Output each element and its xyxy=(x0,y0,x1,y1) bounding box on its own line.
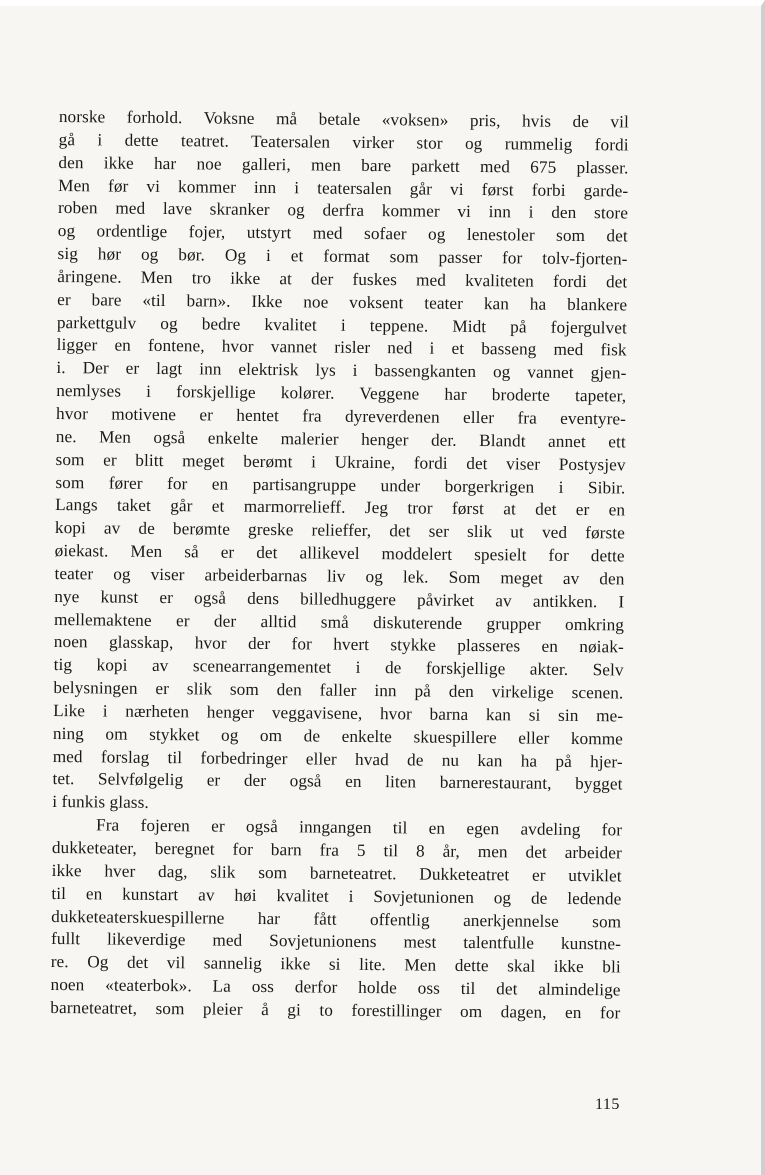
text-line: barneteatret, som pleier å gi to forestillinger om dagen, en for xyxy=(50,997,621,1023)
text-line: i. Der er lagt inn elektrisk lys i bassengkanten og vannet gjen- xyxy=(56,358,627,383)
paragraph-end-line: i funkis glass. xyxy=(52,792,149,813)
text-line: roben med lave skranker og derfra kommer vi inn i den store xyxy=(57,198,629,223)
text-line: kopi av de berømte greske relieffer, det ser slik ut ved første xyxy=(54,518,626,543)
text-line: ligger en fontene, hvor vannet risler ned i et basseng med fisk xyxy=(56,335,627,360)
body-text xyxy=(50,106,629,1025)
text-line: den ikke har noe galleri, men bare parkett med 675 plasser. xyxy=(58,152,629,178)
text-line: re. Og det vil sannelig ikke si lite. Men dette skal ikke bli xyxy=(50,952,621,977)
text-line: med forslag til forbedringer eller hvad de nu kan ha på hjer- xyxy=(52,746,623,772)
text-line: til en kunstart av høi kvalitet i Sovjetunionen og de ledende xyxy=(51,883,622,909)
text-line: Like i nærheten henger veggavisene, hvor barna kan si sin me- xyxy=(53,700,624,726)
text-line: dukketeaterskuespillerne har fått offentlig anerkjennelse som xyxy=(51,906,622,931)
text-line: noen «teaterbok». La oss derfor holde oss til det almindelige xyxy=(50,975,621,1000)
text-line: nemlyses i forskjellige kolører. Veggene har broderte tapeter, xyxy=(56,381,627,406)
text-line: Langs taket går et marmorrelieff. Jeg tror først at det er en xyxy=(55,495,626,520)
text-line: og ordentlige fojer, utstyrt med sofaer og lenestoler som det xyxy=(57,221,628,246)
text-line: øiekast. Men så er det allikevel moddelert spesielt for dette xyxy=(54,541,625,566)
text-line: belysningen er slik som den faller inn på den virkelige scenen. xyxy=(53,678,624,703)
text-line: som er blitt meget berømt i Ukraine, fordi det viser Postysjev xyxy=(55,449,626,475)
text-line: som fører for en partisangruppe under borgerkrigen i Sibir. xyxy=(55,472,626,497)
text-line: norske forhold. Voksne må betale «voksen» pris, hvis de vil xyxy=(58,106,629,132)
text-line: sig hør og bør. Og i et format som passer for tolv-fjorten- xyxy=(57,244,628,269)
text-line: mellemaktene er der alltid små diskuterende grupper omkring xyxy=(53,609,625,635)
text-line: hvor motivene er hentet fra dyreverdenen eller fra eventyre- xyxy=(55,403,627,429)
text-line: gå i dette teatret. Teatersalen virker stor og rummelig fordi xyxy=(58,129,629,155)
text-line: tet. Selvfølgelig er der også en liten barnerestaurant, bygget xyxy=(52,769,623,794)
text-line: ikke hver dag, slik som barneteatret. Dukketeatret er utviklet xyxy=(51,860,622,886)
page-number: 115 xyxy=(595,1096,620,1113)
text-line: dukketeater, beregnet for barn fra 5 til 8 år, men det arbeider xyxy=(51,837,622,863)
text-line: tig kopi av scenearrangementet i de forskjellige akter. Selv xyxy=(53,655,624,680)
text-line: åringene. Men tro ikke at der fuskes med kvaliteten fordi det xyxy=(57,266,628,292)
text-line: ne. Men også enkelte malerier henger der. Blandt annet ett xyxy=(55,426,626,452)
text-line: teater og viser arbeiderbarnas liv og lek. Som meget av den xyxy=(54,563,625,589)
text-line: noen glasskap, hvor der for hvert stykke plasseres en nøiak- xyxy=(53,632,624,657)
text-line: er bare «til barn». Ikke noe voksent teater kan ha blankere xyxy=(57,289,628,315)
paragraph-start-line: Fra fojeren er også inngangen til en egen avdeling for xyxy=(96,815,623,840)
text-line: parkettgulv og bedre kvalitet i teppene. Midt på fojergulvet xyxy=(56,312,627,338)
text-line: fullt likeverdige med Sovjetunionens mest talentfulle kunstne- xyxy=(50,929,622,954)
text-line: nye kunst er også dens billedhuggere påvirket av antikken. I xyxy=(54,586,625,612)
text-line: Men før vi kommer inn i teatersalen går vi først forbi garde- xyxy=(58,175,629,200)
text-line: ning om stykket og om de enkelte skuespillere eller komme xyxy=(52,723,624,749)
